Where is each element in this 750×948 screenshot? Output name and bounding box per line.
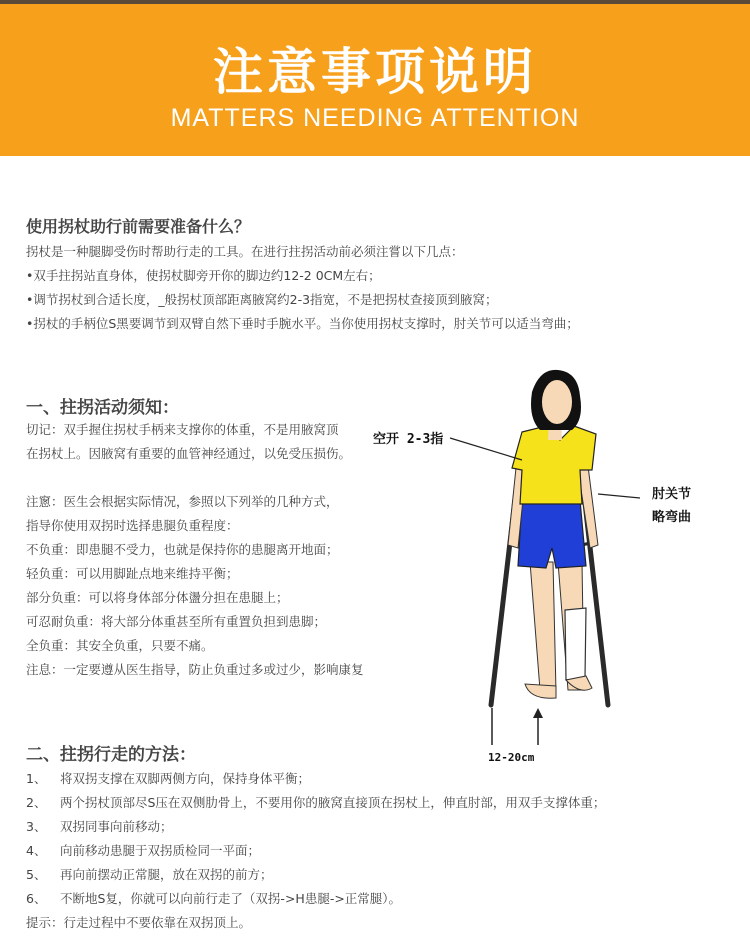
step-text: 将双拐支撑在双脚两侧方向，保持身体平衡； — [60, 771, 311, 786]
elbow-label: 略弯曲 — [652, 510, 692, 525]
tip-text: 提示：行走过程中不要依靠在双拐顶上。 — [26, 915, 252, 930]
step-number: 4、 — [26, 843, 47, 858]
section-one-line: 注窻：医生会根据实际情况，参照以下列举的几种方式， — [26, 494, 339, 509]
step-text: 向前移动患腿于双拐质检同一平面； — [60, 843, 261, 858]
section-one-line: 切记：双手握住拐杖手柄来支撑你的体重，不是用腋窝顶 — [26, 422, 339, 437]
step-text: 不断地S复，你就可以向前行走了（双拐->H患腿->正常腿）。 — [60, 891, 402, 906]
section-one-heading: 一、拄拐活动须知： — [26, 398, 179, 418]
section-one-line: 不负重：即患腿不受力，也就是保持你的患腿离开地面； — [26, 542, 339, 557]
step-number: 6、 — [26, 891, 47, 906]
section-one-line: 全负重：其安全负重，只要不痛。 — [26, 638, 214, 653]
step-text: 两个拐杖顶部尽S压在双侧肋骨上，不要用你的腋窝直接顶在拐杖上，伸直肘部，用双手支撑体重； — [60, 795, 606, 810]
section-two-heading: 二、拄拐行走的方法： — [26, 745, 196, 765]
step-number: 2、 — [26, 795, 47, 810]
section-one-line: 部分负重：可以将身体部分体盪分担在患腿上； — [26, 590, 289, 605]
step-text: 再向前摆动正常腿，放在双拐的前方； — [60, 867, 273, 882]
section-one-line: 注息：一定要遵从医生指导，防止负重过多或过少，影响康复 — [26, 662, 364, 677]
step-text: 双拐同事向前移动； — [60, 819, 173, 834]
prep-heading: 使用拐杖助行前需要准备什么？ — [26, 217, 251, 236]
section-one-line: 轻负重：可以用脚趾点地来维持平衡； — [26, 566, 239, 581]
step-number: 3、 — [26, 819, 47, 834]
step-number: 1、 — [26, 771, 47, 786]
armpit-gap-label: 空开 2-3指 — [373, 432, 444, 447]
banner-subtitle: MATTERS NEEDING ATTENTION — [170, 104, 580, 132]
section-one-line: 指导你使用双拐时选择患腿负重程度： — [26, 518, 239, 533]
section-one-line: 可忍耐负重：将大部分体重甚至所有重置负担到患脚； — [26, 614, 327, 629]
prep-line: •拐杖的手柄位S黑要调节到双臂自然下垂时手腕水平。当你使用拐杖支撑时，肘关节可以适当弯曲； — [26, 316, 579, 331]
elbow-label: 肘关节 — [652, 487, 692, 502]
prep-line: 拐杖是一种腿脚受伤时帮助行走的工具。在进行拄拐活动前必须注嘗以下几点： — [26, 244, 464, 259]
prep-line: •双手拄拐站直身体，使拐杖脚旁开你的脚边约12-2 0CM左右； — [26, 268, 381, 283]
prep-line: •调节拐杖到合适长度，_般拐杖顶部距离腋窝约2-3指宽，不是把拐杖查接顶到腋窝； — [26, 292, 498, 307]
section-one-line: 在拐杖上。因腋窝有重要的血管神经通过，以免受压损伤。 — [26, 446, 352, 461]
distance-label: 12-20cm — [488, 751, 535, 764]
step-number: 5、 — [26, 867, 47, 882]
banner-title: 注意事项说明 — [213, 43, 537, 101]
